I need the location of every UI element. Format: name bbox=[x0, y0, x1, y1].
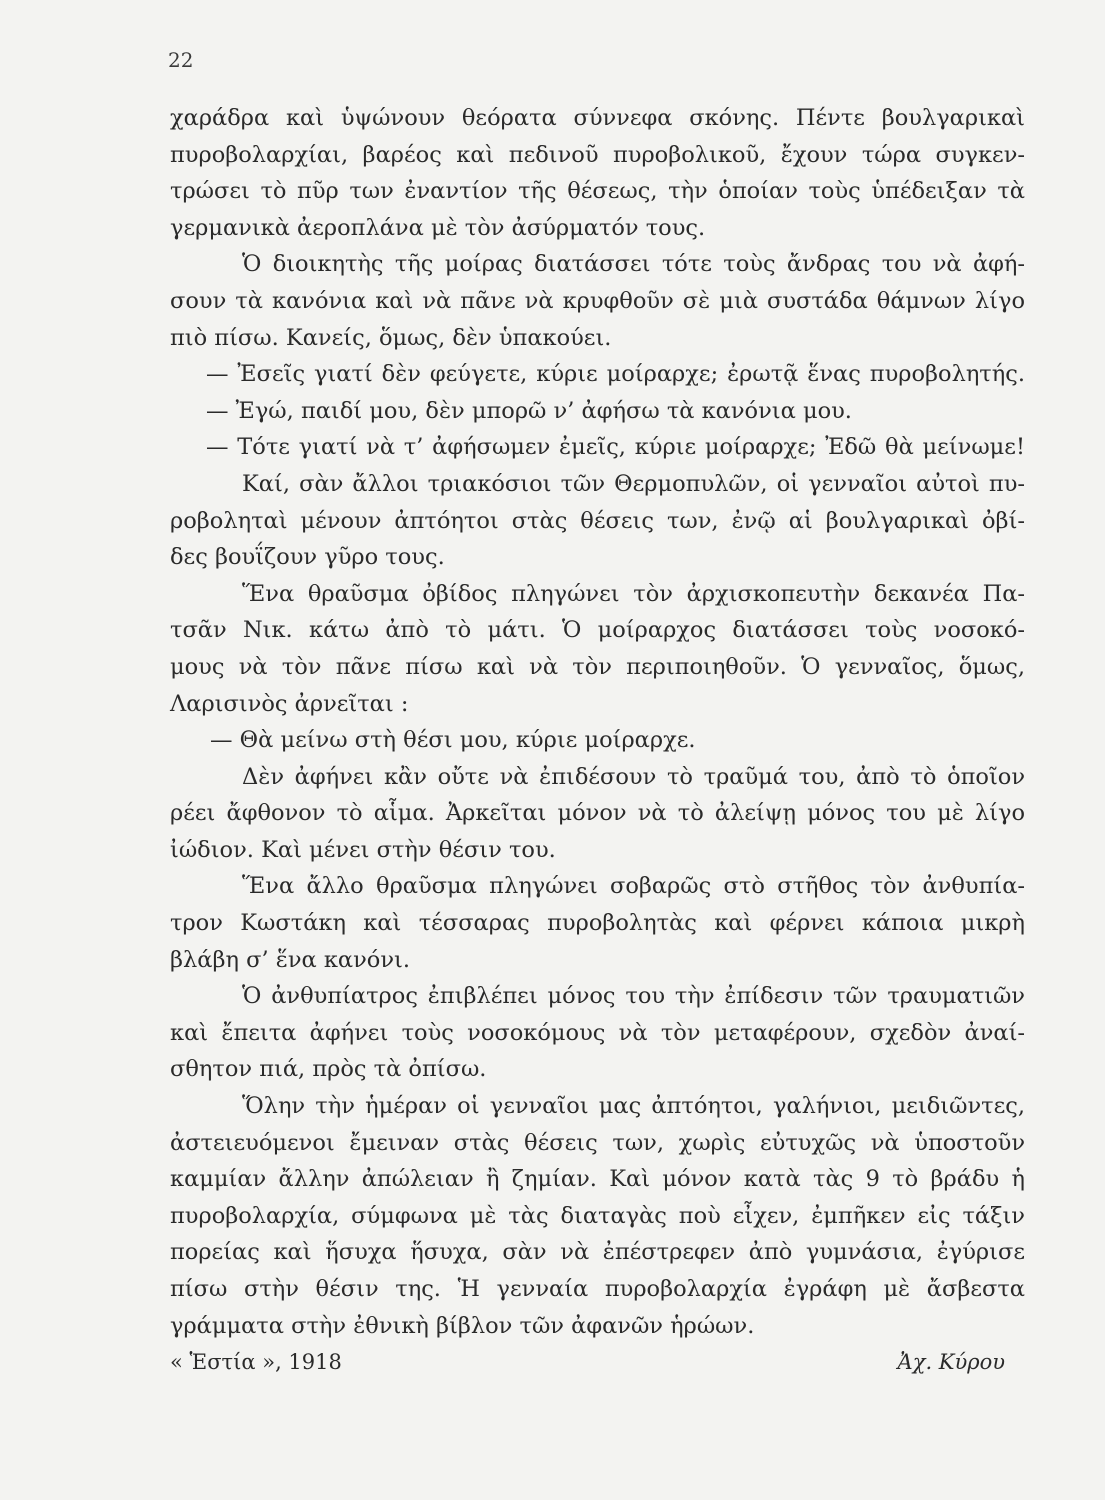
text-line: ἀστειευόμενοι ἔμειναν στὰς θέσεις των, χωρὶς εὐτυχῶς νὰ ὑποστοῦν bbox=[170, 1129, 1025, 1156]
text-line: τρώσει τὸ πῦρ των ἐναντίον τῆς θέσεως, τὴν ὁποίαν τοὺς ὑπέδειξαν τὰ bbox=[170, 178, 1025, 205]
text-line: — Ἐγώ, παιδί μου, δὲν μπορῶ ν’ ἀφήσω τὰ κανόνια μου. bbox=[206, 397, 852, 424]
text-line: γράμματα στὴν ἐθνικὴ βίβλον τῶν ἀφανῶν ἡρώων. bbox=[170, 1312, 755, 1339]
text-line: — Ἐσεῖς γιατί δὲν φεύγετε, κύριε μοίραρχε; ἐρωτᾷ ἕνας πυροβολητής. bbox=[206, 361, 1025, 388]
text-line: καὶ ἔπειτα ἀφήνει τοὺς νοσοκόμους νὰ τὸν μεταφέρουν, σχεδὸν ἀναί- bbox=[170, 1019, 1025, 1046]
text-line: Ὁ διοικητὴς τῆς μοίρας διατάσσει τότε τοὺς ἄνδρας του νὰ ἀφή- bbox=[242, 251, 1025, 278]
text-line: καμμίαν ἄλλην ἀπώλειαν ἢ ζημίαν. Καὶ μόνον κατὰ τὰς 9 τὸ βράδυ ἡ bbox=[170, 1166, 1025, 1193]
text-line: τρον Κωστάκη καὶ τέσσαρας πυροβολητὰς καὶ φέρνει κάποια μικρὴ bbox=[170, 910, 1025, 937]
text-line: σουν τὰ κανόνια καὶ νὰ πᾶνε νὰ κρυφθοῦν σὲ μιὰ συστάδα θάμνων λίγο bbox=[170, 287, 1025, 314]
text-line: ρέει ἄφθονον τὸ αἷμα. Ἀρκεῖται μόνον νὰ τὸ ἀλείψῃ μόνος του μὲ λίγο bbox=[170, 800, 1025, 827]
text-line: Δὲν ἀφήνει κἂν οὔτε νὰ ἐπιδέσουν τὸ τραῦμά του, ἀπὸ τὸ ὁποῖον bbox=[242, 763, 1025, 790]
page-number: 22 bbox=[168, 48, 194, 72]
text-line: Ἕνα ἄλλο θραῦσμα πληγώνει σοβαρῶς στὸ στῆθος τὸν ἀνθυπία- bbox=[242, 873, 1025, 900]
text-line: Ὁ ἀνθυπίατρος ἐπιβλέπει μόνος του τὴν ἐπίδεσιν τῶν τραυματιῶν bbox=[242, 983, 1025, 1010]
text-line: τσᾶν Νικ. κάτω ἀπὸ τὸ μάτι. Ὁ μοίραρχος διατάσσει τοὺς νοσοκό- bbox=[170, 617, 1025, 644]
text-line: — Θὰ μείνω στὴ θέσι μου, κύριε μοίραρχε. bbox=[210, 727, 696, 754]
text-line: πιὸ πίσω. Κανείς, ὅμως, δὲν ὑπακούει. bbox=[170, 324, 612, 351]
text-line: Καί, σὰν ἄλλοι τριακόσιοι τῶν Θερμοπυλῶν, οἱ γενναῖοι αὐτοὶ πυ- bbox=[242, 470, 1025, 497]
text-line: γερμανικὰ ἀεροπλάνα μὲ τὸν ἀσύρματόν τους. bbox=[170, 214, 706, 241]
text-line: πυροβολαρχίαι, βαρέος καὶ πεδινοῦ πυροβολικοῦ, ἔχουν τώρα συγκεν- bbox=[170, 141, 1025, 168]
text-line: — Τότε γιατί νὰ τ’ ἀφήσωμεν ἐμεῖς, κύριε μοίραρχε; Ἐδῶ θὰ μείνωμε! bbox=[206, 434, 1025, 461]
source-citation: « Ἑστία », 1918 bbox=[170, 1350, 342, 1374]
text-line: μους νὰ τὸν πᾶνε πίσω καὶ νὰ τὸν περιποιηθοῦν. Ὁ γενναῖος, ὅμως, bbox=[170, 653, 1025, 680]
body-text bbox=[170, 100, 1025, 1344]
text-line: πίσω στὴν θέσιν της. Ἡ γενναία πυροβολαρχία ἐγράφη μὲ ἄσβεστα bbox=[170, 1276, 1025, 1302]
text-line: δες βουΐζουν γῦρο τους. bbox=[170, 544, 445, 571]
text-line: ἰώδιον. Καὶ μένει στὴν θέσιν του. bbox=[170, 836, 556, 863]
text-line: ροβοληταὶ μένουν ἀπτόητοι στὰς θέσεις των, ἐνῷ αἱ βουλγαρικαὶ ὀβί- bbox=[170, 507, 1025, 534]
text-line: πορείας καὶ ἥσυχα ἥσυχα, σὰν νὰ ἐπέστρεφεν ἀπὸ γυμνάσια, ἐγύρισε bbox=[170, 1239, 1025, 1266]
text-line: σθητον πιά, πρὸς τὰ ὀπίσω. bbox=[170, 1056, 487, 1083]
text-line: πυροβολαρχία, σύμφωνα μὲ τὰς διαταγὰς ποὺ εἶχεν, ἐμπῆκεν εἰς τάξιν bbox=[170, 1202, 1025, 1229]
author-signature: Ἀχ. Κύρου bbox=[897, 1350, 1005, 1374]
text-line: Λαρισινὸς ἀρνεῖται : bbox=[170, 690, 409, 717]
text-line: Ἕνα θραῦσμα ὀβίδος πληγώνει τὸν ἀρχισκοπευτὴν δεκανέα Πα- bbox=[242, 580, 1025, 607]
text-line: χαράδρα καὶ ὑψώνουν θεόρατα σύννεφα σκόνης. Πέντε βουλγαρικαὶ bbox=[170, 105, 1025, 131]
text-line: βλάβη σ’ ἕνα κανόνι. bbox=[170, 946, 410, 973]
text-line: Ὅλην τὴν ἡμέραν οἱ γενναῖοι μας ἀπτόητοι, γαλήνιοι, μειδιῶντες, bbox=[242, 1093, 1025, 1120]
